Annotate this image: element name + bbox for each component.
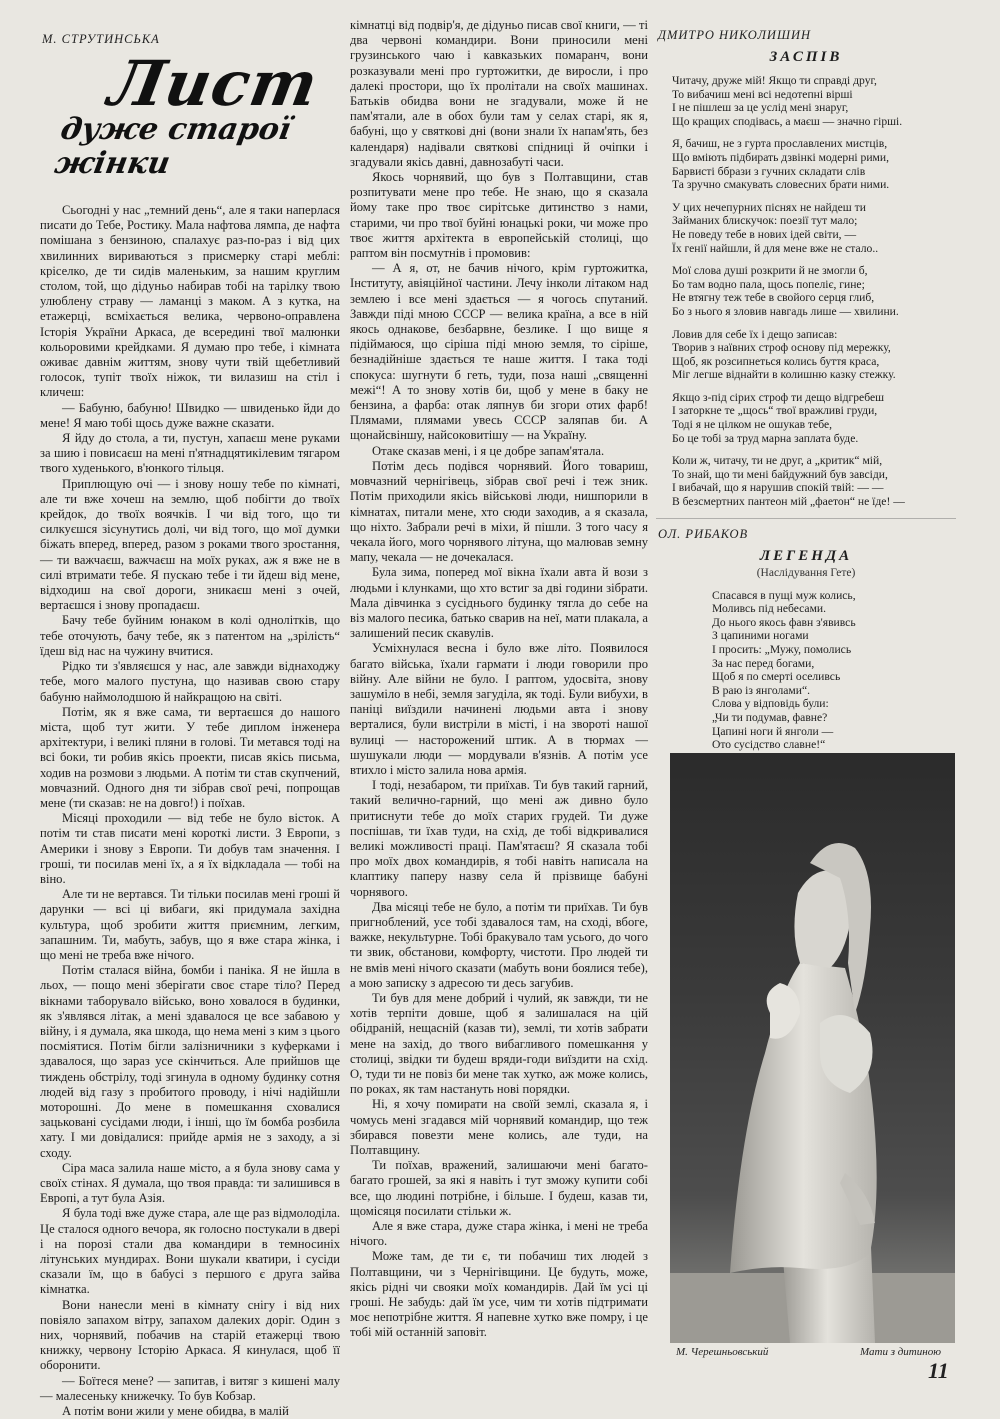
poem-line: Читачу, друже мій! Якщо ти справді друг, — [672, 74, 877, 87]
poem-line: І не пішлеш за це услід мені знаруг, — [672, 101, 849, 115]
poem-line: З цапиними ногами — [712, 629, 809, 643]
article-author: М. СТРУТИНСЬКА — [42, 32, 160, 46]
poem-line: За нас перед богами, — [712, 656, 815, 670]
photo-caption-author: М. Черешньовський — [676, 1346, 769, 1358]
poem2-subtitle: (Наслідування Гете) — [756, 566, 856, 579]
poem-stanza — [672, 74, 956, 128]
poem-line: Щоб, як розсипнеться колись буття краса, — [672, 354, 880, 368]
poem2-author: ОЛ. РИБАКОВ — [658, 526, 749, 541]
poem-line: В безсмертних пантеон мій „фаетон“ не їде! — — [672, 495, 905, 509]
poem-line: В раю із янголами“. — [712, 683, 810, 697]
poem-line: Мої слова душі розкрити й не змогли б, — [672, 264, 868, 278]
article-paragraph: А потім вони жили у мене обидва, в малій — [62, 1404, 289, 1419]
article-paragraph: Отаке сказав мені, і я це добре запам'ятала. — [372, 443, 605, 458]
poem1-title: ЗАСПІВ — [769, 49, 843, 65]
poem-line: Слова у відповідь були: — [712, 697, 829, 711]
poem-line: Займаних блискучок: поезії тут мало; — [672, 214, 858, 228]
poem-line: Не поведу тебе в нових ідей світи, — — [672, 227, 857, 241]
article-paragraph: Ти був для мене добрий і чулий, як завжди, ти не хотів терпіти довше, щоб я залишалася на цій обідраній, нещасній (казав ти), землі, ти хотів забрати мене на захід, до твого вибагливого помешкання у столиці, звідки ти будеш вряди-годи виїздити на схід. О, туди ти не повіз би мене так хутко, аж може колись, по роках, як там настануть нові порядки. — [350, 991, 648, 1097]
article-paragraph: Місяці проходили — від тебе не було вісток. А потім ти став писати мені короткі листи. З Европи, з Америки і знову з Европи. Ти добув там значення. І гроші, ти посилав мені їх, а я їх відкладала — тобі на віно. — [40, 811, 340, 886]
poem-divider — [656, 518, 956, 519]
article-paragraph: Але ти не вертався. Ти тільки посилав мені гроші й дарунки — всі ці вибаги, які придумала західна культура, щоб зробити життя приємним, легким, запашним. Ти, мабуть, забув, що я вже стара жінка, і що мені не треба вже нічого. — [40, 887, 340, 962]
sculpture-illustration — [670, 753, 955, 1343]
poem-stanza — [672, 201, 956, 255]
sculpture-photo — [670, 753, 955, 1343]
poem-line: Не втягну теж тебе в свойого серця глиб, — [672, 291, 875, 305]
poem-stanza — [672, 328, 956, 382]
poem-stanza — [672, 454, 956, 508]
poem-line: Їх генії найшли, й для мене вже не стало.. — [672, 241, 879, 255]
poem-line: Барвисті ббрази з гучних складати слів — [672, 164, 866, 178]
article-paragraph: Ні, я хочу помирати на своїй землі, сказала я, і чомусь мені згадався мій чорнявий командир, що теж збирався повезти мене колись, але туди, на Полтавщину. — [350, 1097, 648, 1158]
poem-line: Ото сусідство славне!“ — [712, 738, 826, 752]
article-paragraph: — Бабуню, бабуню! Швидко — швиденько йди до мене! Я маю тобі щось дуже важне сказати. — [40, 400, 340, 430]
poem-line: То вибачиш мені всі недотепні вірші — [672, 87, 853, 101]
poem-line: Ловив для себе їх і дещо записав: — [672, 327, 838, 341]
article-paragraph: Приплющую очі — і знову ношу тебе по кімнаті, але ти вже хочеш на землю, щоб побігти до твоїх крейдок, до твоїх воячків. І чи від того, що ти силкуєшся зісунутись долі, чи від того, що мої думки біжать вперед, вперед, разом з роками твого зростання, — ти важчаєш, важчаєш на моїх руках, аж я вже не в силі втримати тебе. Я пускаю тебе і ти йдеш від мене, відходиш на свої дороги, зникаєш мені з очей, вертаєшся і знову пропадаєш. — [40, 476, 340, 613]
poem-line: І просить: „Мужу, помолись — [712, 643, 852, 656]
poem-stanza — [672, 137, 956, 191]
article-paragraph: кімнатці від подвір'я, де дідуньо писав свої книги, — ті два червоні командири. Вони приносили мені грузинського чаю і кавказьких помаранч, вони розказували мені про гуртожитки, де виросли, і про далекі простори, що їх пролітали на своїх машинах. Батьків обидва вони не згадували, може й не пам'ятали, але в обох були там у селах старі, як я, бабуні, що у святкові дні (вони знали їх напам'ять, без календаря) надівали святкові спідниці й очіпки і згадували якісь давні, давнозабуті часи. — [350, 18, 648, 169]
article-paragraph: Потім десь подівся чорнявий. Його товариш, мовчазний чернігівець, зібрав свої речі і теж зник. Потім приходили якісь військові люди, нишпорили в кімнатах, питали мене, хто сюди заходив, а я сказала, що ніхто. Забрали речі в міхи, й пішли. З того часу я чекала його, мого чорнявого літуна, що малював земну мапу, чекала — не дочекалася. — [350, 458, 648, 565]
poem-line: Щоб я по смерті оселивсь — [712, 670, 841, 684]
article-paragraph: Сьогодні у нас „темний день“, але я таки наперлася писати до Тебе, Ростику. Мала нафтова лямпа, де нафта помішана з бензиною, спалахує раз-по-раз і від цих хвилинних вириваються з присмерку старі меблі: кріселко, де ти сидів маленьким, за нашим круглим столом, той, що дідуньо набирав тобі на тарілку твою улюблену страву — ламанці з маком. А з кутка, на етажерці, всміхається велика, червоно-оправлена Історія України Аркаса, де всередині твої малюнки кольоровими крейдками. Я думаю про тебе, і кімната оживає давнім життям, знову чути твій щебетливий голосок, тупіт твоїх ніжок, ти вилазиш на стіл і кличеш: — [40, 203, 340, 400]
poem-line: Я, бачиш, не з гурта прославлених мистців, — [672, 137, 888, 151]
article-paragraph: Якось чорнявий, що був з Полтавщини, став розпитувати мене про тебе. Не знаю, що я сказала йому таке про твоє сирітське дитинство з нами, старими, чи про твої буйні юнацькі роки, чи може про твоє життя архітекта в европейській столиці, що раптом він посмутнів і промовив: — [350, 170, 648, 261]
article-paragraph: Але я вже стара, дуже стара жінка, і мені не треба нічого. — [350, 1219, 648, 1249]
poem-line: Моливсь під небесами. — [712, 602, 827, 616]
article-paragraph: Я йду до стола, а ти, пустун, хапаєш мене руками за шию і повисаєш на мені п'ятнадцятикілевим тягаром твого худенького, в'юнкого тільця. — [40, 431, 340, 476]
photo-caption-title: Мати з дитиною — [860, 1346, 941, 1358]
article-paragraph: Потім сталася війна, бомби і паніка. Я не йшла в льох, — пощо мені зберігати своє старе тіло? Перед вікнами таборувало військо, воно ховалося в будинки, як з'являвся літак, а мені здавалося це все забавою у війну, і я думала, яка шкода, що нема мені з ким з цього посміятися. Потім бігли залізничники з куферками і здавалося, що зараз усе скінчиться. Але прийшов ще тиждень обстрілу, тоді згинула в одному будинку сотня людей від газу з пробитого проводу, і нічі надійшли моторошні. До мене в помешкання сховалися зацьковані сусідами люди, і інші, що їм бомба розбила хату. І ми довідалися: прийде армія не з заходу, а зі сходу. — [40, 963, 340, 1160]
article-paragraph: Рідко ти з'являєшся у нас, але завжди віднаходжу тебе, мого малого пустуна, що називав свою стару бабуню наймолодшою й найкращою на світі. — [40, 659, 340, 704]
article-column-2 — [350, 18, 648, 1362]
article-paragraph: Ти поїхав, вражений, залишаючи мені багато-багато грошей, за які я навіть і тут зможу купити собі все, що людині потрібне, і більше. І будеш, казав ти, щомісяця посилати стільки ж. — [350, 1158, 648, 1218]
article-title: Лист — [103, 47, 324, 120]
poem-line: Якщо з-під сірих строф ти дещо відгребеш — [672, 390, 885, 404]
article-body-part-1 — [40, 203, 340, 1419]
poem-line: Міг легше віднайти в колишню казку стежку. — [672, 368, 896, 382]
article-column-1 — [40, 32, 340, 1419]
poem-line: Спасався в пущі муж колись, — [712, 588, 856, 602]
article-paragraph: Потім, як я вже сама, ти вертаєшся до нашого міста, щоб тут жити. У тебе диплом інженера архітектури, і великі пляни в голові. Ти метався тоді на всі боки, ти робив якісь проекти, писав якісь письма, ходив на розмови з людьми. А потім ти став скупчений, мовчазний. Одного дня ти зібрав свої речі, попрощав мене (ти сказав: не на довго!) і поїхав. — [40, 704, 340, 810]
poem-line: І вибачай, що я нарушив спокій твій: — — — [672, 481, 884, 495]
poem-line: Що вміють підбирать дзвінкі модерні рими, — [672, 150, 889, 164]
poetry-column — [656, 28, 956, 752]
poem-line: Тоді я не цілком не ошукав тебе, — [672, 418, 832, 432]
poem-line: І заторкне те „щось“ твої вражливі груди, — [672, 404, 878, 418]
poem-line: Коли ж, читачу, ти не друг, а „критик“ мій, — [672, 454, 883, 468]
poem-line: У цих нечепурних піснях не найдеш ти — [672, 200, 866, 214]
article-paragraph: Сіра маса залила наше місто, а я була знову сама у своїх стінах. Я думала, що твоя правда: ти залишився в Европі, а тут була Азія. — [40, 1160, 340, 1206]
article-paragraph: — Боїтеся мене? — запитав, і витяг з кишені малу — малесеньку книжечку. То був Кобзар. — [40, 1373, 340, 1403]
poem-line: Цапині ноги й янголи — — [712, 724, 834, 738]
article-subtitle: дуже старої жінки — [52, 112, 294, 181]
article-paragraph: Може там, де ти є, ти побачиш тих людей з Полтавщини, чи з Чернігівщини. Це будуть, може, якісь рідні чи свояки моїх командирів. Дай їм усі ці гроші. Не забудь: дай їм усе, чим ти хотів підтримати моє непотрібне життя. Я напевне хутко вже помру, і це тобі мій останній заповіт. — [350, 1249, 648, 1340]
poem1-body — [656, 74, 956, 509]
poem-stanza — [672, 391, 956, 445]
poem-stanza — [672, 264, 956, 318]
article-paragraph: Вони нанесли мені в кімнату снігу і від них повіяло запахом вітру, запахом далеких доріг. Один з них, чорнявий, побачив на старій етажерці твою книжку, червону Історію Аркаса. Я кинулася, щоб її оборонити. — [40, 1297, 340, 1373]
article-paragraph: І тоді, незабаром, ти приїхав. Ти був такий гарний, такий велично-гарний, що мені аж дивно було притиснути тебе до моїх старих грудей. Ти дуже поспішав, ти їхав туди, на схід, де тобі відкривалися великі можливості праці. Пам'ятаєш? Я сказала тобі про моїх двох командирів, я тобі навіть написала на клаптику паперу назву села й прізвище бабуні чорнявого. — [350, 778, 648, 899]
article-paragraph: Була зима, поперед мої вікна їхали авта й вози з людьми і клунками, що хто встиг за дві години зібрати. Мала дівчинка з сусіднього будинку тягла до себе на віз малого песика, батько сварив на неї, мати плакала, а залишений песик скавулів. — [350, 565, 648, 641]
poem-line: Бо там водно пала, щось попеліє, гине; — [672, 277, 865, 291]
poem-line: То знай, що ти мені байдужний був завсіди, — [672, 467, 888, 481]
page-number: 11 — [928, 1358, 949, 1383]
poem-line: До нього якось фавн з'явивсь — [712, 615, 856, 629]
poem-line: Бо з нього я зловив навгадь лише — хвилини. — [672, 304, 899, 318]
poem-line: Що кращих сподівась, а маєш — значно гірші. — [672, 114, 903, 128]
poem1-author: ДМИТРО НИКОЛИШИН — [658, 28, 812, 42]
article-paragraph: Усміхнулася весна і було вже літо. Появилося багато війська, їхали гармати і люди говорили про війну. Але війни не було. І раптом, удосвіта, знову зашуміло в небі, земля загуділа, як тоді. Були вибухи, в паніці виїздили начинені людьми авта і знову верталися, були вистріли в місті, і на звороті нашої вулиці — насторожений штик. А в тюрмах — шушукали люди — мордували в'язнів. А потім усе втихло і місто залила нова армія. — [350, 641, 648, 777]
article-body-part-2 — [350, 18, 648, 1341]
poem-line: Та зручно смакувать словесних брати ними. — [672, 178, 890, 192]
article-paragraph: — А я, от, не бачив нічого, крім гуртожитка, Інституту, авіяційної частини. Лечу інколи літаком над землею і все мені здається — я чогось спутаний. Завжди піді мною СССР — велика країна, а все в ній якось однакове, безбарвне, безлике. І що вище я підіймаюся, що сіріша піді мною земля, то сіріше, безнадійніше здається те наше життя. І така тоді спокуса: шугнути б геть, туди, поза наші „священні межі“! А то знову хотів би, щоб у мене в баку не бензина, а фарба: отак ляпнув би згори отих фарб! Плямами, плямами увесь СССР заляпав би. А щонайсвіншу, найсоковитішу — на Україну. — [350, 261, 648, 443]
poem-line: „Чи ти подумав, фавне? — [712, 710, 828, 724]
poem-line: Бо це тобі за труд марна заплата буде. — [672, 431, 859, 445]
poem2-title: ЛЕГЕНДА — [759, 547, 853, 564]
article-paragraph: Я була тоді вже дуже стара, але ще раз відмолоділа. Це сталося одного вечора, як голосно постукали в двері і на порозі стали два командири в темносиніх літунських мундирах. Вони шукали кватири, і сусіди сказали їм, що в бабусі з першого є друга зайва кімнатка. — [40, 1206, 340, 1297]
article-paragraph: Два місяці тебе не було, а потім ти приїхав. Ти був пригноблений, усе тобі здавалося там, на сході, вбоге, важке, некультурне. Тобі бракувало там усього, до чого ти звик, обстанови, комфорту, чистоти. Про людей ти не вмів мені нічого сказати (мабуть вони боялися тебе), а мою записку з адресою ти десь загубив. — [350, 899, 648, 990]
article-paragraph: Бачу тебе буйним юнаком в колі однолітків, що тебе оточують, бачу тебе, як з патентом на „зрілість“ їдеш від нас на чужину вчитися. — [40, 613, 340, 658]
poem-line: Творив з наївних строф основу під мережку, — [672, 341, 891, 355]
